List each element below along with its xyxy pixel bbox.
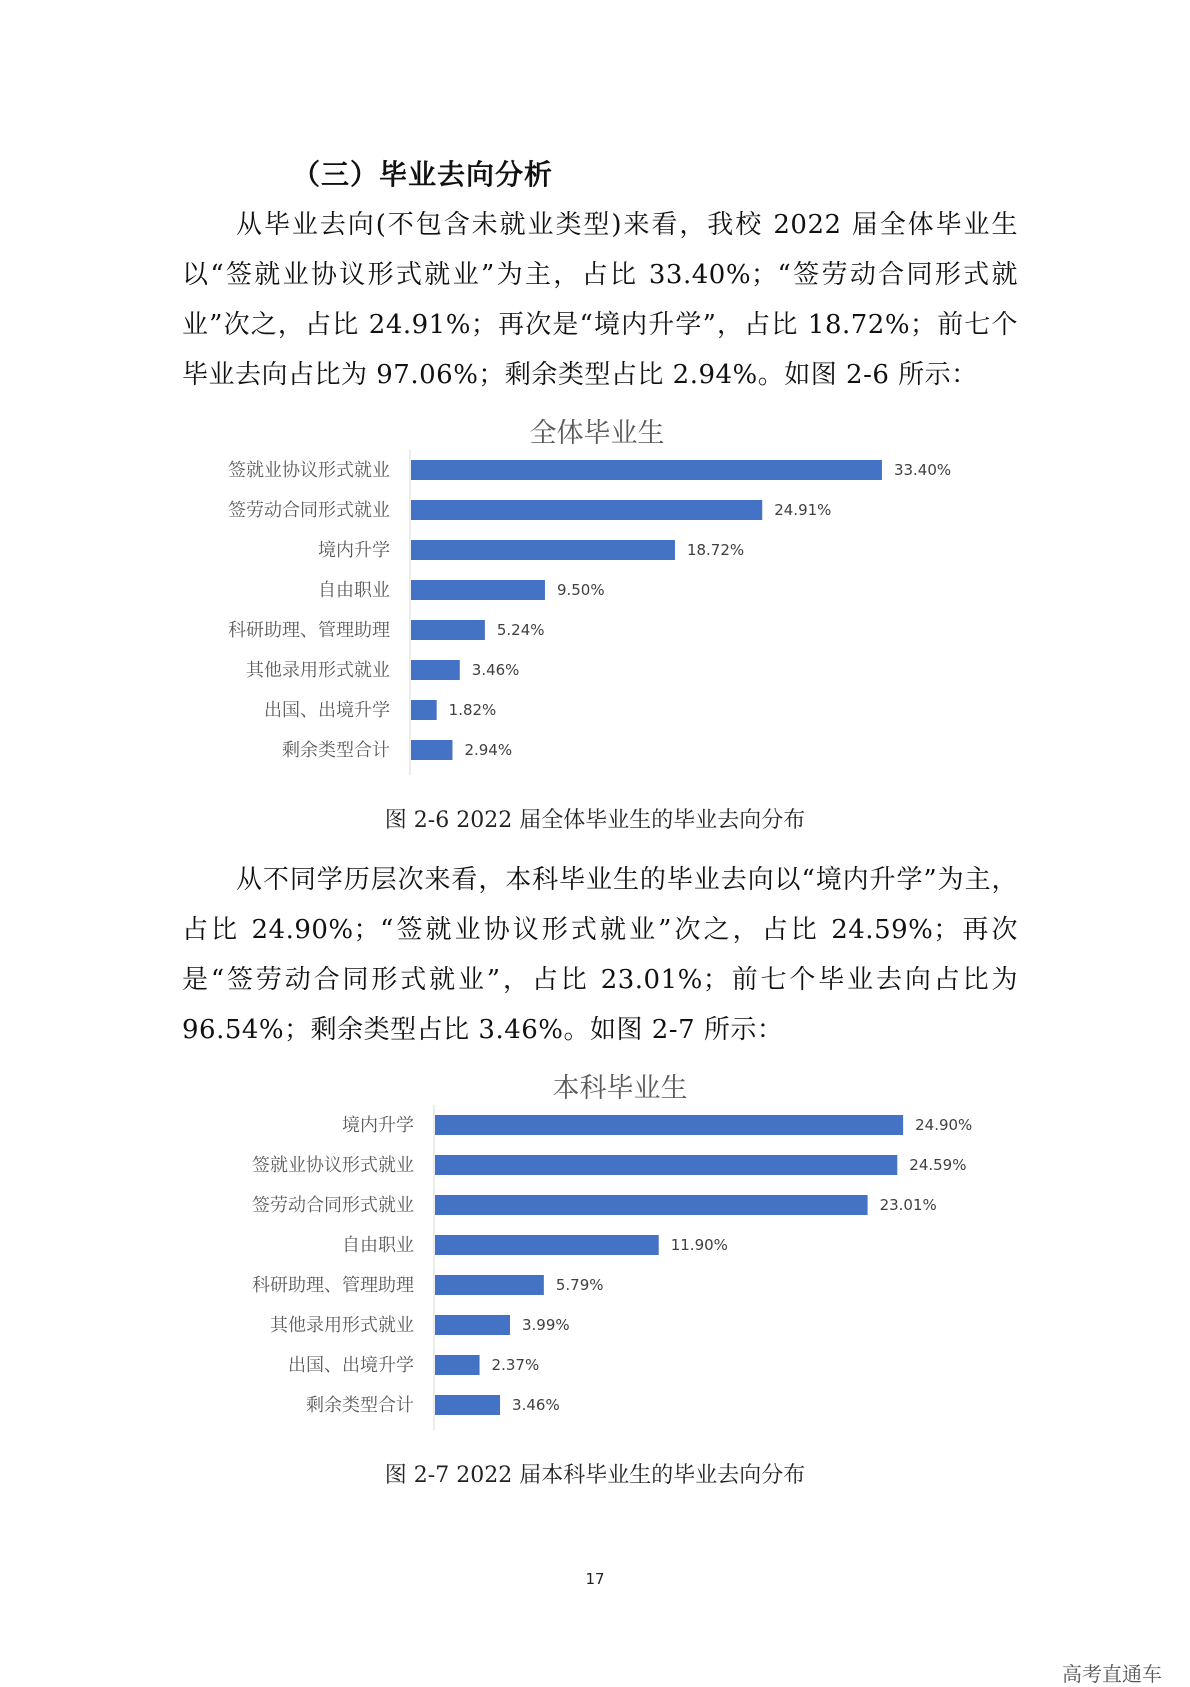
bar (411, 460, 882, 480)
data-label: 33.40% (893, 461, 952, 479)
category-label: 剩余类型合计 (282, 740, 390, 761)
bar (435, 1275, 544, 1295)
chart-overall-svg (0, 410, 1190, 790)
bar (411, 540, 675, 560)
section-heading: （三）毕业去向分析 (292, 158, 554, 191)
category-label: 签就业协议形式就业 (228, 460, 390, 481)
data-label: 18.72% (686, 541, 745, 559)
data-label: 3.99% (522, 1316, 570, 1334)
chart-overall-graduates (0, 410, 1190, 790)
category-label: 其他录用形式就业 (246, 660, 390, 681)
figure-caption-2-6: 图 2-6 2022 届全体毕业生的毕业去向分布 (384, 808, 806, 833)
data-label: 5.24% (496, 621, 545, 639)
bar (411, 700, 437, 720)
bar (435, 1315, 510, 1335)
bar (435, 1395, 500, 1415)
data-label: 9.50% (556, 581, 605, 599)
paragraph-overall: 从毕业去向(不包含未就业类型)来看，我校 2022 届全体毕业生以“签就业协议形式就业”为主，占比 33.40%；“签劳动合同形式就业”次之，占比 24.91%；再次是“境内升学”，占比 18.72%；前七个毕业去向占比为 97.06%；剩余类型占比 2.94%。如图 2-6 所示： (182, 210, 1018, 390)
category-label: 自由职业 (342, 1235, 414, 1256)
data-label: 24.90% (915, 1116, 973, 1134)
page-number: 17 (585, 1570, 605, 1588)
data-label: 3.46% (512, 1396, 560, 1414)
figure-caption-2-7: 图 2-7 2022 届本科毕业生的毕业去向分布 (384, 1463, 806, 1488)
category-label: 签劳动合同形式就业 (252, 1195, 414, 1216)
category-label: 自由职业 (318, 580, 390, 601)
chart-title: 本科毕业生 (552, 1073, 688, 1104)
chart-undergraduate-svg (0, 1065, 1190, 1445)
paragraph-undergraduate: 从不同学历层次来看，本科毕业生的毕业去向以“境内升学”为主，占比 24.90%；“签就业协议形式就业”次之，占比 24.59%；再次是“签劳动合同形式就业”，占比 23.01%；前七个毕业去向占比为 96.54%；剩余类型占比 3.46%。如图 2-7 所示： (182, 865, 1018, 1045)
data-label: 2.37% (491, 1356, 540, 1374)
category-label: 签劳动合同形式就业 (228, 500, 390, 521)
data-label: 23.01% (879, 1196, 937, 1214)
data-label: 5.79% (555, 1276, 604, 1294)
category-label: 签就业协议形式就业 (252, 1155, 414, 1176)
category-label: 其他录用形式就业 (270, 1315, 414, 1336)
data-label: 24.91% (774, 501, 832, 519)
category-label: 出国、出境升学 (264, 700, 390, 721)
bar (435, 1195, 868, 1215)
data-label: 1.82% (448, 701, 497, 719)
bar (411, 620, 485, 640)
bar (435, 1355, 480, 1375)
bar (411, 740, 452, 760)
data-label: 24.59% (909, 1156, 967, 1174)
chart-undergraduate (0, 1065, 1190, 1445)
bar (435, 1155, 897, 1175)
category-label: 科研助理、管理助理 (252, 1275, 414, 1296)
bar (435, 1115, 903, 1135)
category-label: 境内升学 (342, 1115, 414, 1136)
category-label: 境内升学 (318, 540, 390, 561)
watermark: 高考直通车 (1062, 1662, 1162, 1686)
category-label: 科研助理、管理助理 (228, 620, 390, 641)
bar (411, 580, 545, 600)
bar (411, 660, 460, 680)
category-label: 剩余类型合计 (306, 1395, 414, 1416)
data-label: 3.46% (471, 661, 520, 679)
bar (411, 500, 762, 520)
chart-title: 全体毕业生 (529, 418, 665, 449)
category-label: 出国、出境升学 (288, 1355, 414, 1376)
data-label: 11.90% (670, 1236, 728, 1254)
data-label: 2.94% (464, 741, 513, 759)
bar (435, 1235, 659, 1255)
